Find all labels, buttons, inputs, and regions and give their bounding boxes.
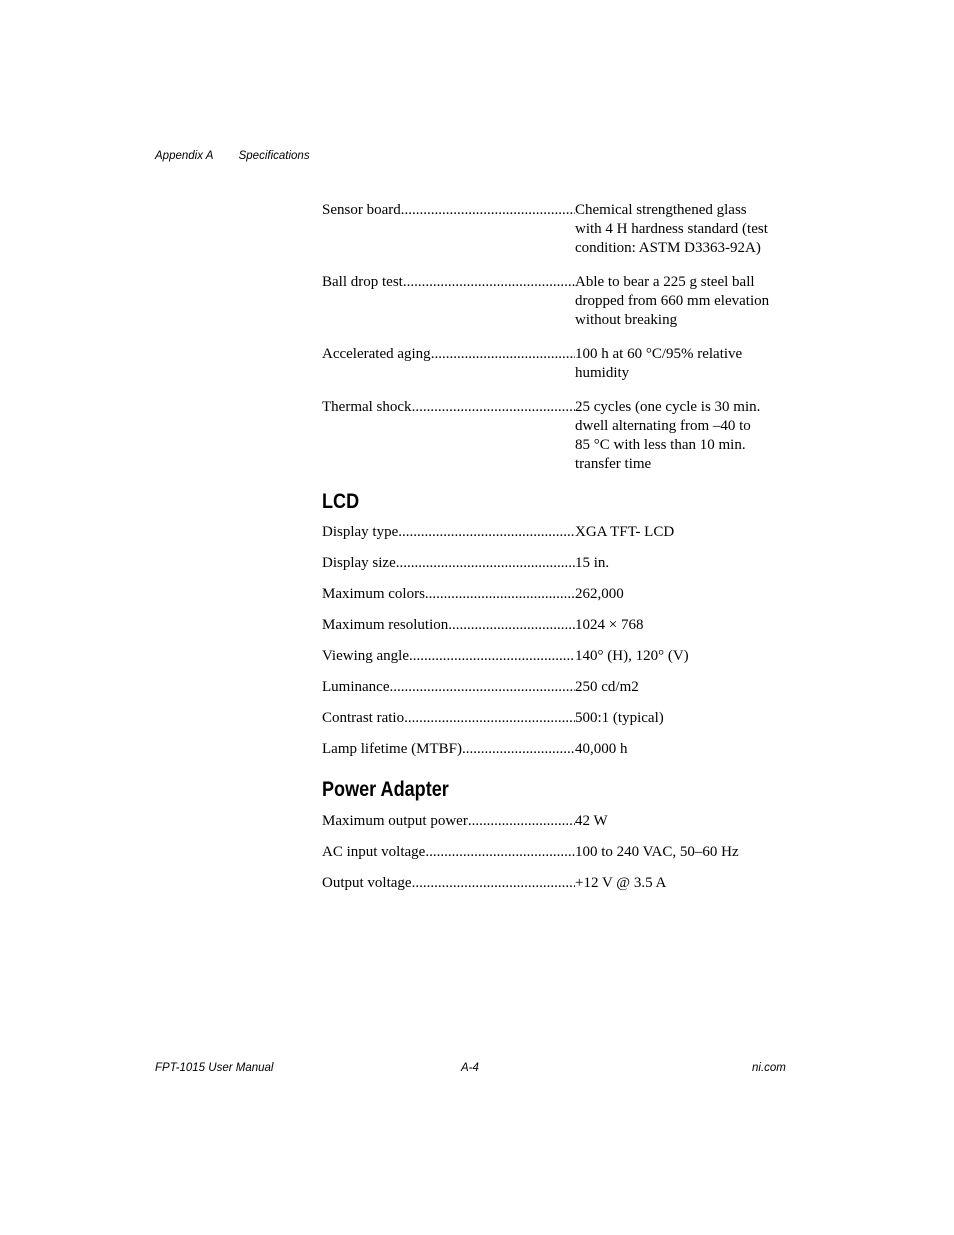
spec-label: Accelerated aging (322, 346, 431, 362)
leader-dots (448, 616, 575, 635)
spec-label: Display size (322, 555, 396, 571)
spec-value (575, 273, 787, 330)
spec-row (322, 345, 792, 383)
header-section: Specifications (238, 150, 310, 162)
spec-value: +12 V @ 3.5 A (575, 875, 667, 891)
leader-dots (462, 740, 575, 759)
spec-value: 100 to 240 VAC, 50–60 Hz (575, 844, 739, 860)
spec-row (322, 709, 792, 728)
spec-row (322, 398, 792, 474)
spec-value: 15 in. (575, 555, 610, 571)
spec-value: 140° (H), 120° (V) (575, 648, 689, 664)
spec-value-line: condition: ASTM D3363-92A) (575, 240, 761, 256)
leader-dots (412, 874, 575, 893)
spec-label: Luminance (322, 679, 390, 695)
spec-row (322, 554, 792, 573)
spec-value-line: dropped from 660 mm elevation (575, 293, 770, 309)
spec-value-line: 25 cycles (one cycle is 30 min. (575, 399, 761, 415)
leader-dots (404, 709, 575, 728)
leader-dots (409, 647, 575, 666)
spec-row (322, 523, 792, 542)
spec-row (322, 843, 792, 862)
spec-label: Contrast ratio (322, 710, 405, 726)
spec-value-line: 85 °C with less than 10 min. (575, 437, 746, 453)
footer-website: ni.com (752, 1062, 786, 1074)
spec-value-line: dwell alternating from –40 to (575, 418, 751, 434)
spec-label: Sensor board (322, 202, 401, 218)
section-heading-power-adapter: Power Adapter (322, 778, 449, 801)
spec-row (322, 678, 792, 697)
spec-value: 500:1 (typical) (575, 710, 664, 726)
spec-row (322, 740, 792, 759)
spec-label: Viewing angle (322, 648, 409, 664)
spec-value (575, 201, 787, 258)
spec-value: XGA TFT- LCD (575, 524, 675, 540)
leader-dots (389, 678, 575, 697)
spec-value (575, 345, 787, 383)
spec-value-line: 100 h at 60 °C/95% relative (575, 346, 743, 362)
leader-dots (468, 812, 575, 831)
leader-dots (403, 273, 575, 292)
spec-value: 262,000 (575, 586, 624, 602)
spec-label: Maximum colors (322, 586, 425, 602)
leader-dots (401, 201, 575, 220)
spec-row (322, 616, 792, 635)
spec-label: Lamp lifetime (MTBF) (322, 741, 462, 757)
spec-label: Thermal shock (322, 399, 412, 415)
running-header (155, 150, 332, 162)
power-spec-list (322, 812, 792, 893)
spec-value-line: Able to bear a 225 g steel ball (575, 274, 755, 290)
spec-value: 42 W (575, 813, 608, 829)
leader-dots (412, 398, 575, 417)
leader-dots (425, 843, 575, 862)
footer-manual-title: FPT-1015 User Manual (155, 1062, 274, 1074)
spec-label: Maximum resolution (322, 617, 449, 633)
spec-row (322, 585, 792, 604)
spec-row (322, 812, 792, 831)
spec-row (322, 201, 792, 258)
spec-label: Display type (322, 524, 399, 540)
spec-value-line: without breaking (575, 312, 678, 328)
footer-page-number: A-4 (461, 1062, 479, 1074)
spec-row (322, 874, 792, 893)
header-appendix: Appendix A (155, 150, 214, 162)
leader-dots (425, 585, 575, 604)
spec-value-line: transfer time (575, 456, 652, 472)
touch-spec-list (322, 201, 792, 474)
section-heading-lcd: LCD (322, 490, 360, 513)
lcd-spec-list (322, 523, 792, 759)
spec-value: 40,000 h (575, 741, 628, 757)
spec-value-line: Chemical strengthened glass (575, 202, 747, 218)
leader-dots (396, 554, 575, 573)
spec-label: Output voltage (322, 875, 412, 891)
spec-row (322, 647, 792, 666)
spec-label: Ball drop test (322, 274, 403, 290)
spec-label: AC input voltage (322, 844, 426, 860)
spec-value (575, 398, 787, 474)
spec-value: 250 cd/m2 (575, 679, 639, 695)
spec-value: 1024 × 768 (575, 617, 644, 633)
spec-value-line: humidity (575, 365, 630, 381)
spec-row (322, 273, 792, 330)
leader-dots (431, 345, 575, 364)
leader-dots (398, 523, 575, 542)
spec-label: Maximum output power (322, 813, 468, 829)
spec-value-line: with 4 H hardness standard (test (575, 221, 768, 237)
